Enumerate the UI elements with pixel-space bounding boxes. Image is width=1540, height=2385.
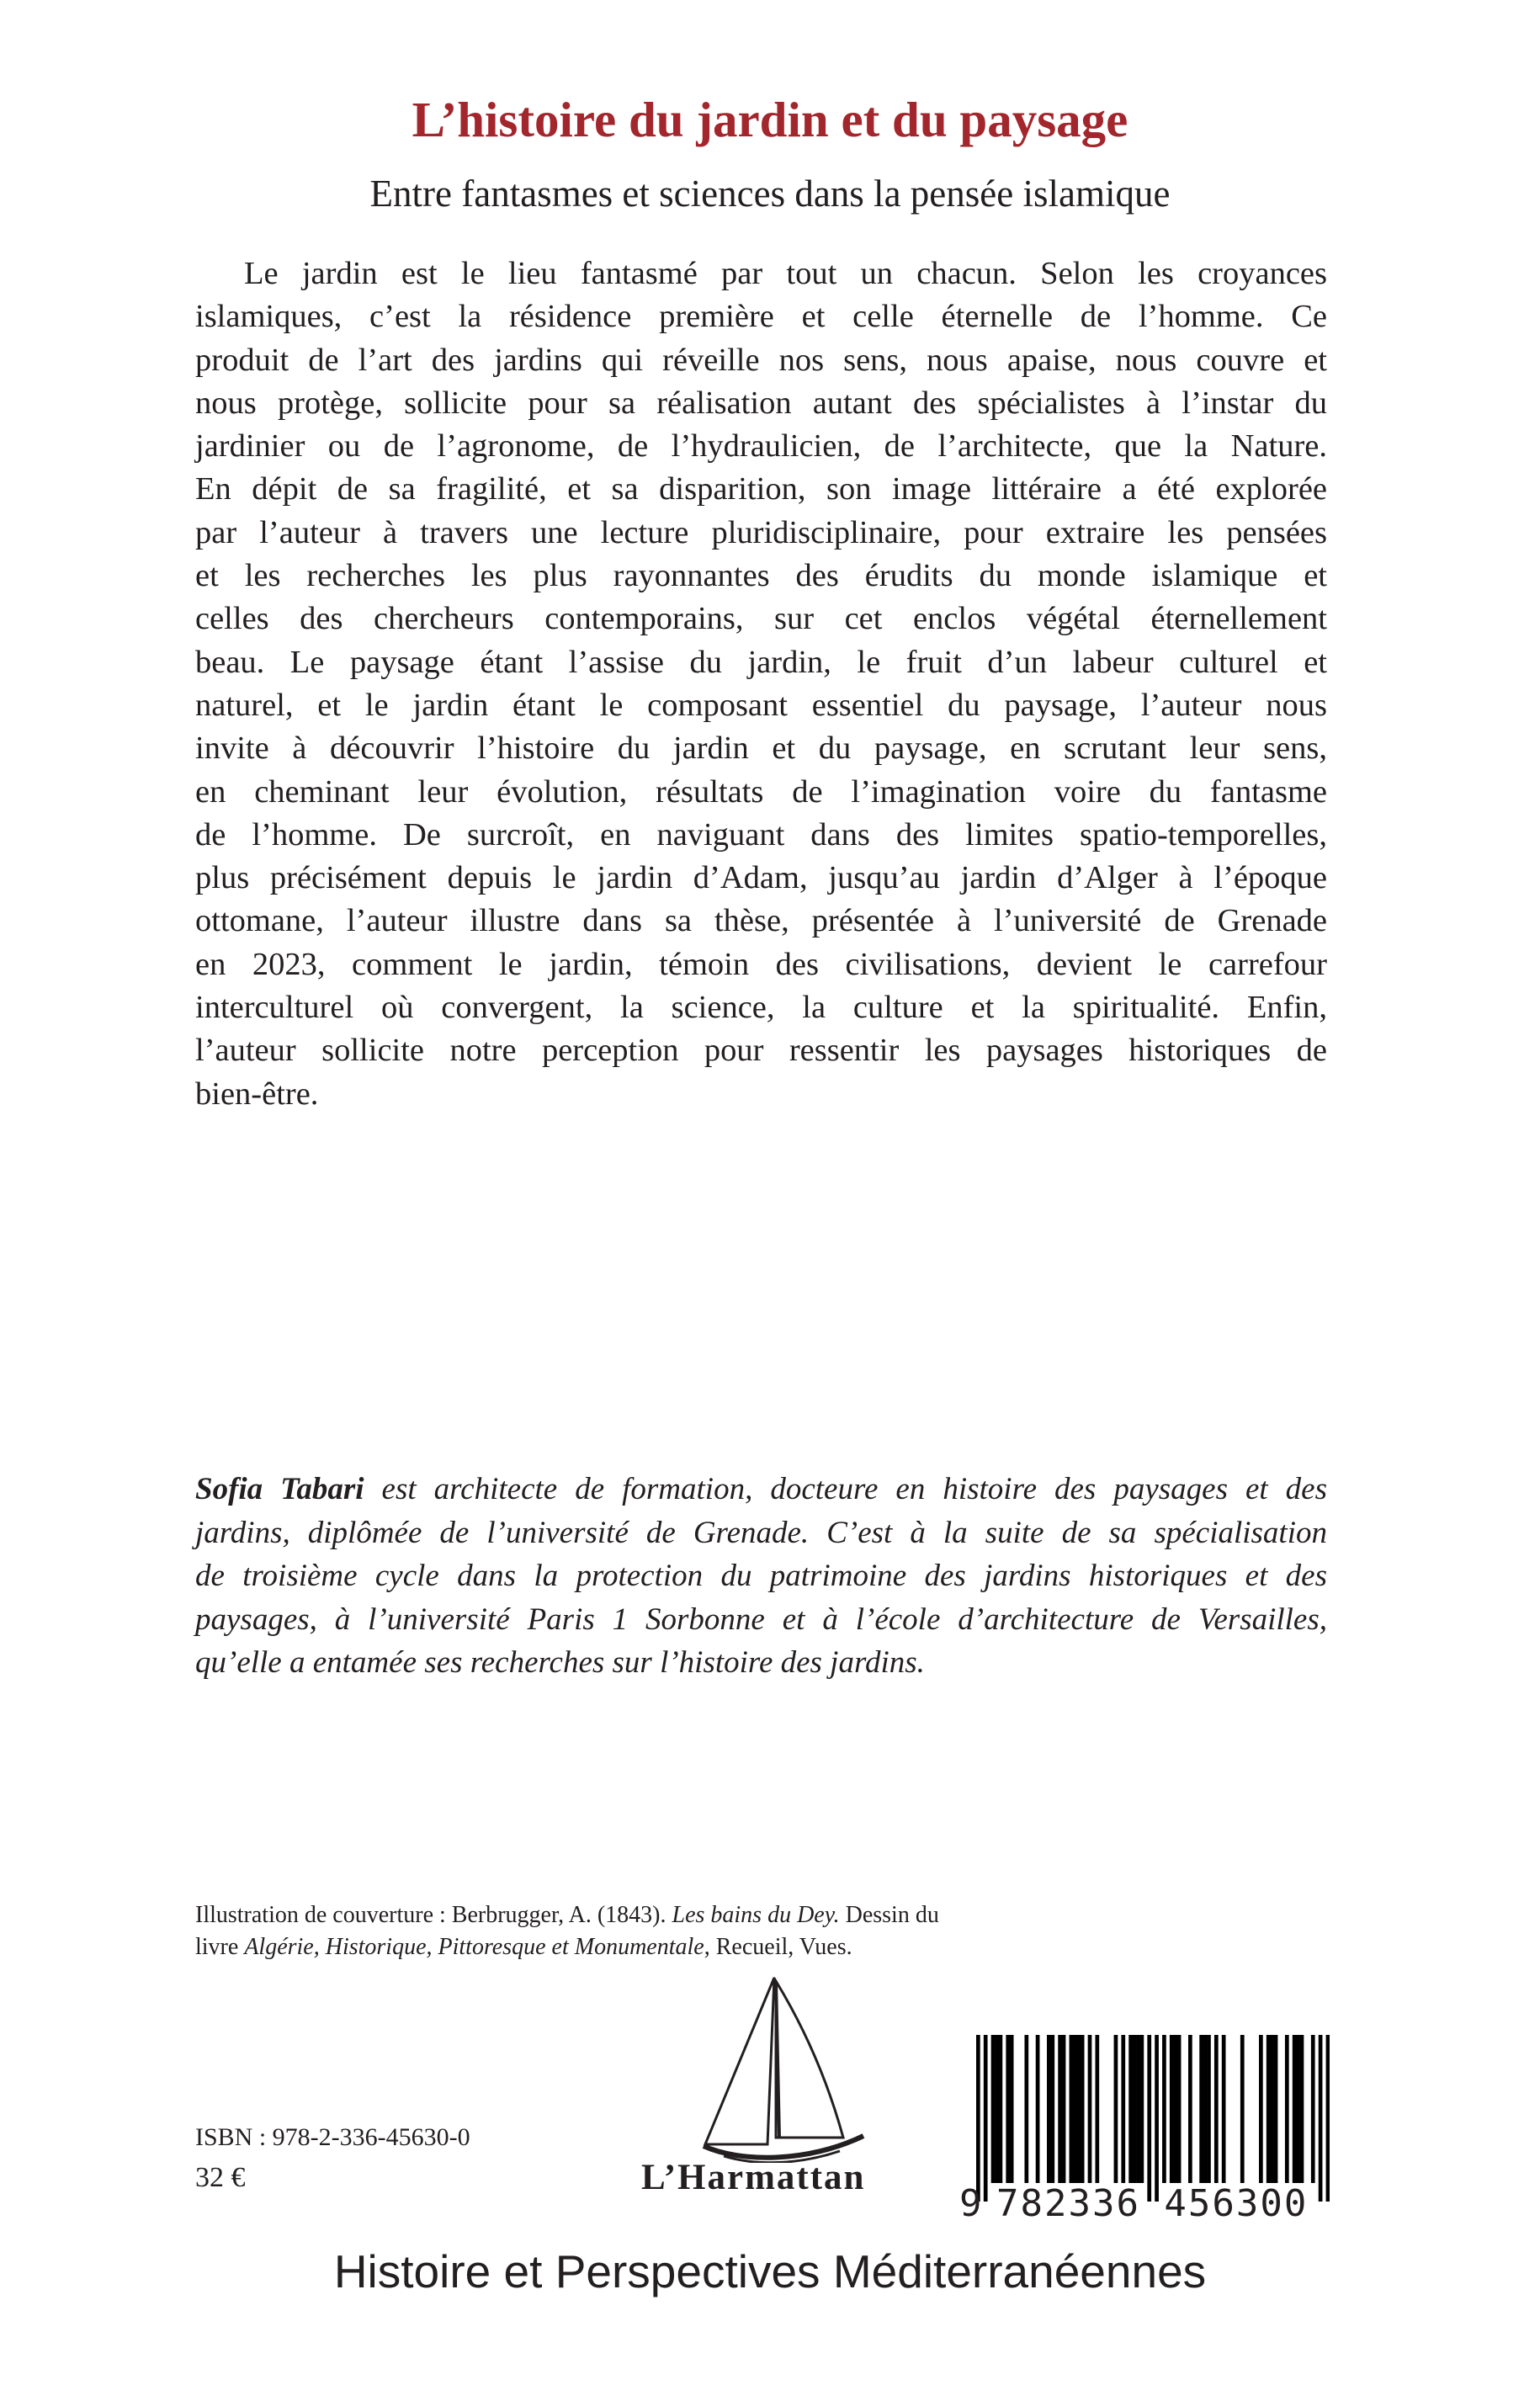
illustration-credit [195, 1899, 1121, 1963]
barcode-bar [1070, 2035, 1074, 2183]
barcode-bar [1203, 2035, 1208, 2183]
bio-line: jardins, diplômée de l’université de Grenade. C’est à la suite de sa spécialisation [195, 1515, 1327, 1550]
credit-text: , Recueil, Vues. [704, 1934, 852, 1960]
barcode-bar [1319, 2035, 1323, 2202]
summary-line: de l’homme. De surcroît, en naviguant dans des limites spatio-temporelles, [195, 816, 1327, 853]
barcode-bar [1128, 2035, 1133, 2183]
barcode-bar [1062, 2035, 1066, 2183]
summary-line: par l’auteur à travers une lecture pluridisciplinaire, pour extraire les pensées [195, 514, 1327, 550]
bio-line: de troisième cycle dans la protection du patrimoine des jardins historiques et des [195, 1559, 1327, 1593]
barcode-bar [1267, 2035, 1271, 2183]
credit-line [195, 1899, 1121, 1931]
barcode-bar [1121, 2035, 1125, 2183]
barcode-bar [1140, 2035, 1144, 2183]
barcode-bar [1114, 2035, 1118, 2183]
summary-line: nous protège, sollicite pour sa réalisation autant des spécialistes à l’instar du [195, 385, 1327, 421]
bio-line: paysages, à l’université Paris 1 Sorbonne et à l’école d’architecture de Versailles, [195, 1602, 1327, 1637]
barcode-bar [1095, 2035, 1099, 2183]
barcode-bar [1162, 2035, 1166, 2183]
credit-text: livre [195, 1934, 245, 1960]
barcode-bar [1147, 2035, 1151, 2202]
barcode-bar [1006, 2035, 1010, 2183]
barcode-bar [999, 2035, 1003, 2183]
summary-line: jardinier ou de l’agronome, de l’hydraulicien, de l’architecte, que la Nature. [195, 428, 1327, 465]
barcode-bar [1076, 2035, 1081, 2183]
summary-line: et les recherches les plus rayonnantes des érudits du monde islamique et [195, 558, 1327, 594]
summary-line: naturel, et le jardin étant le composant essentiel du paysage, l’auteur nous [195, 687, 1327, 723]
book-subtitle: Entre fantasmes et sciences dans la pensée islamique [369, 173, 1171, 215]
barcode-first-digit: 9 [959, 2182, 983, 2225]
isbn: ISBN : 978-2-336-45630-0 [195, 2123, 470, 2151]
barcode-bar [1155, 2035, 1159, 2202]
barcode-bar [1136, 2035, 1140, 2183]
summary-line: produit de l’art des jardins qui réveille nos sens, nous apaise, nous couvre et [195, 342, 1327, 378]
barcode-bar [1024, 2035, 1028, 2183]
author-name: Sofia Tabari [195, 1472, 364, 1506]
barcode-bar [1293, 2035, 1297, 2183]
barcode-bar [976, 2035, 980, 2202]
barcode-bar [1081, 2035, 1085, 2183]
back-cover-summary [195, 252, 1327, 1116]
summary-line: En dépit de sa fragilité, et sa disparition, son image littéraire a été explorée [195, 471, 1327, 507]
barcode-bar [1010, 2035, 1014, 2183]
barcode-bar [1274, 2035, 1278, 2183]
barcode-bar [984, 2035, 988, 2202]
barcode-bar [1222, 2035, 1226, 2183]
book-title: L’histoire du jardin et du paysage [412, 92, 1128, 147]
barcode-bar [1296, 2035, 1300, 2183]
barcode-bar [1058, 2035, 1062, 2183]
bio-line [195, 1468, 1327, 1511]
price: 32 € [195, 2162, 246, 2193]
source-book-title: Algérie, Historique, Pittoresque et Monumentale [244, 1934, 704, 1960]
barcode-bar [1214, 2035, 1219, 2183]
artwork-title: Les bains du Dey. [672, 1902, 840, 1928]
barcode-bar [1050, 2035, 1054, 2183]
barcode-bar [1036, 2035, 1040, 2183]
sailboat-icon [623, 1961, 892, 2163]
barcode-bar [1047, 2035, 1051, 2183]
barcode-bar [1326, 2035, 1330, 2202]
barcode-digit-groups: 782336 456300 [996, 2182, 1309, 2225]
credit-text: Illustration de couverture : Berbrugger, A. (1843). [195, 1902, 672, 1928]
barcode-bar [1173, 2035, 1177, 2183]
barcode-bar [1270, 2035, 1274, 2183]
barcode-bar [995, 2035, 999, 2183]
barcode-bar [1170, 2035, 1174, 2183]
barcode-bar [1285, 2035, 1289, 2183]
publisher-logo-text: L’Harmattan [641, 2158, 866, 2197]
summary-line: invite à découvrir l’histoire du jardin et du paysage, en scrutant leur sens, [195, 730, 1327, 767]
summary-line: ottomane, l’auteur illustre dans sa thèse, présentée à l’université de Grenade [195, 903, 1327, 939]
barcode-bar [1073, 2035, 1077, 2183]
barcode [976, 2035, 1330, 2202]
barcode-bar [1311, 2035, 1315, 2183]
barcode-bar [1259, 2035, 1263, 2183]
author-bio [195, 1468, 1327, 1685]
barcode-bar [1188, 2035, 1192, 2183]
bio-line: qu’elle a entamée ses recherches sur l’histoire des jardins. [195, 1645, 925, 1680]
summary-line: en cheminant leur évolution, résultats de l’imagination voire du fantasme [195, 773, 1327, 810]
barcode-bar [1199, 2035, 1203, 2183]
summary-line: islamiques, c’est la résidence première et celle éternelle de l’homme. Ce [195, 299, 1327, 335]
summary-line: interculturel où convergent, la science, la culture et la spiritualité. Enfin, [195, 990, 1327, 1026]
barcode-bar [991, 2035, 996, 2183]
barcode-bar [1207, 2035, 1211, 2183]
collection-name: Histoire et Perspectives Méditerranéennes [333, 2245, 1207, 2297]
summary-line: plus précisément depuis le jardin d’Adam, jusqu’au jardin d’Alger à l’époque [195, 860, 1327, 896]
summary-line: Le jardin est le lieu fantasmé par tout un chacun. Selon les croyances [244, 256, 1327, 291]
summary-line: en 2023, comment le jardin, témoin des civilisations, devient le carrefour [195, 946, 1327, 982]
barcode-bar [1240, 2035, 1245, 2183]
summary-line: l’auteur sollicite notre perception pour ressentir les paysages historiques de [195, 1033, 1327, 1069]
summary-line: bien-être. [195, 1076, 319, 1112]
bio-line-text: est architecte de formation, docteure en histoire des paysages et des [364, 1472, 1327, 1506]
barcode-bar [1177, 2035, 1182, 2183]
summary-line: beau. Le paysage étant l’assise du jardin, le fruit d’un labeur culturel et [195, 644, 1327, 680]
credit-text: Dessin du [839, 1902, 939, 1928]
barcode-bar [1088, 2035, 1092, 2183]
credit-line [195, 1931, 1121, 1963]
barcode-bar [1300, 2035, 1304, 2183]
summary-line: celles des chercheurs contemporains, sur cet enclos végétal éternellement [195, 601, 1327, 637]
barcode-bar [1133, 2035, 1137, 2183]
